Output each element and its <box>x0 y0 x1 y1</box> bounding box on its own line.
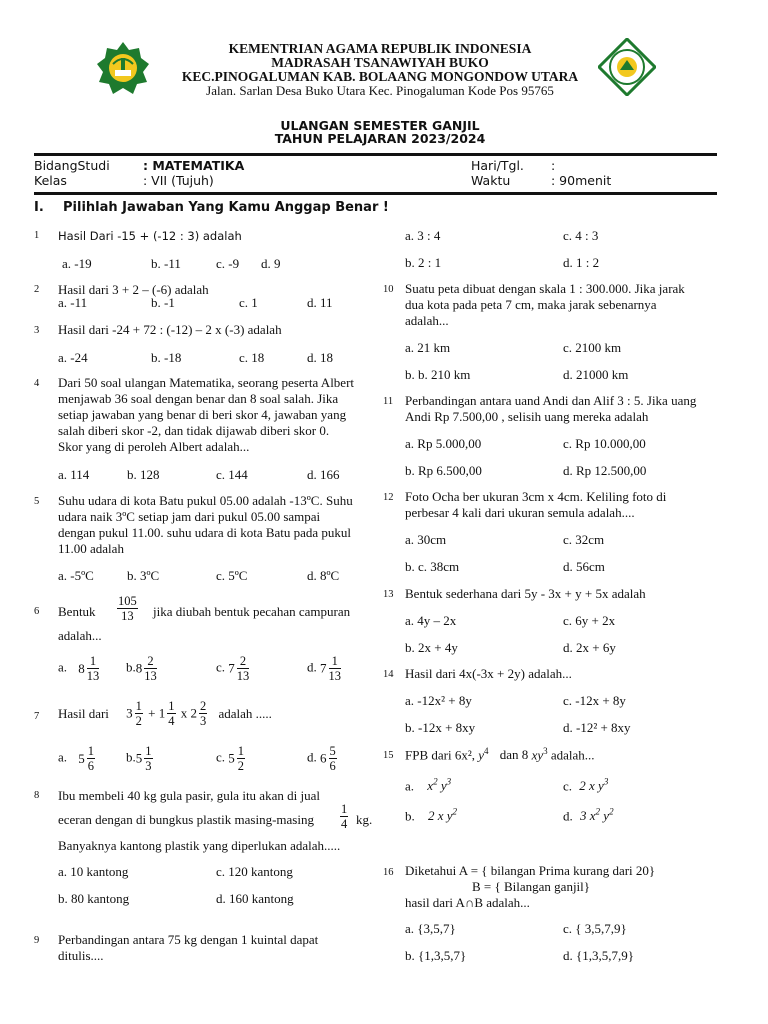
question-number: 8 <box>34 790 40 801</box>
option-d[interactable]: d. Rp 12.500,00 <box>563 463 647 478</box>
exam-year: TAHUN PELAJARAN 2023/2024 <box>274 131 486 146</box>
question-line: kg. <box>356 812 373 827</box>
option-a[interactable]: a. 114 <box>58 467 90 482</box>
time-label: Waktu <box>471 173 511 188</box>
question-line: Skor yang di peroleh Albert adalah... <box>58 439 250 454</box>
option-b[interactable]: b. 2x + 4y <box>405 640 458 655</box>
option-d[interactable]: d. 2x + 6y <box>563 640 616 655</box>
question-line: perbesar 4 kali dari ukuran semula adalah.... <box>405 505 635 520</box>
option-a[interactable]: a. -24 <box>58 350 88 365</box>
question-number: 11 <box>383 396 394 407</box>
option-a[interactable]: a. -5ºC <box>58 568 94 583</box>
question-text: Bentuk <box>58 604 96 619</box>
question-text: Bentuk sederhana dari 5y - 3x + y + 5x adalah <box>405 586 646 601</box>
option-d[interactable]: d. 11 <box>307 295 333 310</box>
question-line: eceran dengan di bungkus plastik masing-masing <box>58 812 314 827</box>
question-line: hasil dari A∩B adalah... <box>405 895 530 910</box>
option-c[interactable]: c. 2100 km <box>563 340 622 355</box>
option-a[interactable]: a. 21 km <box>405 340 451 355</box>
section-title: Pilihlah Jawaban Yang Kamu Anggap Benar ! <box>63 200 389 215</box>
question-number: 13 <box>383 589 394 600</box>
option-a[interactable]: a. 30cm <box>405 532 447 547</box>
option-d[interactable]: d. 7 $\frac{1}{13}$ <box>307 654 341 683</box>
question-line: Ibu membeli 40 kg gula pasir, gula itu akan di jual <box>58 788 320 803</box>
option-d[interactable]: d. 3 $x^2$ $y^2$ <box>563 807 614 824</box>
option-d[interactable]: d. 18 <box>307 350 333 365</box>
question-line: Suatu peta dibuat dengan skala 1 : 300.000. Jika jarak <box>405 281 685 296</box>
question-line: ditulis.... <box>58 948 104 963</box>
option-c[interactable]: c. 2 x $y^3$ <box>563 777 609 794</box>
option-b[interactable]: b. 3ºC <box>127 568 160 583</box>
option-d[interactable]: d. -12² + 8xy <box>563 720 631 735</box>
question-line: menjawab 36 soal dengan benar dan 8 soal salah. Jika <box>58 391 339 406</box>
question-number: 3 <box>34 325 40 336</box>
time-value: : 90menit <box>551 173 612 188</box>
option-b[interactable]: b. {1,3,5,7} <box>405 948 467 963</box>
option-c[interactable]: c. -9 <box>216 256 240 271</box>
option-b[interactable]: b. -12x + 8xy <box>405 720 476 735</box>
question-number: 16 <box>383 867 394 878</box>
option-c[interactable]: c. 1 <box>239 295 258 310</box>
exam-title: ULANGAN SEMESTER GANJIL <box>280 118 480 133</box>
question-number: 5 <box>34 496 40 507</box>
option-a[interactable]: a. -12x² + 8y <box>405 693 472 708</box>
question-number: 6 <box>34 606 40 617</box>
divider-top <box>34 153 717 156</box>
school-name: MADRASAH TSANAWIYAH BUKO <box>271 55 489 70</box>
option-d[interactable]: d. 9 <box>261 256 281 271</box>
option-a[interactable]: a. 8 $\frac{1}{13}$ <box>58 654 100 683</box>
question-line: Dari 50 soal ulangan Matematika, seorang peserta Albert <box>58 375 355 390</box>
subject-label: BidangStudi <box>34 158 110 173</box>
question-line: salah diberi skor -2, dan tidak dijawab diberi skor 0. <box>58 423 330 438</box>
option-c[interactable]: c. 120 kantong <box>216 864 293 879</box>
question-line: 11.00 adalah <box>58 541 124 556</box>
option-b[interactable]: b.8 $\frac{2}{13}$ <box>126 654 157 683</box>
kemenag-logo <box>95 40 151 96</box>
option-a[interactable]: a. 3 : 4 <box>405 228 441 243</box>
question-text: Hasil dari 3 + 2 – (-6) adalah <box>58 282 209 297</box>
option-c[interactable]: c. -12x + 8y <box>563 693 626 708</box>
question-line: dua kota pada peta 7 cm, maka jarak sebenarnya <box>405 297 657 312</box>
question-line: Foto Ocha ber ukuran 3cm x 4cm. Keliling foto di <box>405 489 667 504</box>
question-line: dengan pukul 11.00. suhu udara di kota Batu pada pukul <box>58 525 352 540</box>
question-line: Banyaknya kantong plastik yang diperlukan adalah..... <box>58 838 341 853</box>
day-value: : <box>551 158 556 173</box>
option-c[interactable]: c. 144 <box>216 467 248 482</box>
option-d[interactable]: d. 56cm <box>563 559 605 574</box>
option-d[interactable]: d. 1 : 2 <box>563 255 600 270</box>
question-line: Perbandingan antara uand Andi dan Alif 3 : 5. Jika uang <box>405 393 697 408</box>
option-a[interactable]: a. -19 <box>62 256 92 271</box>
question-text: Hasil dari 4x(-3x + 2y) adalah... <box>405 666 572 681</box>
class-value: : VII (Tujuh) <box>143 173 214 188</box>
question-text: Hasil Dari -15 + (-12 : 3) adalah <box>58 229 242 243</box>
option-c[interactable]: c. 7 $\frac{2}{13}$ <box>216 654 250 683</box>
question-line: adalah... <box>405 313 449 328</box>
option-a[interactable]: a. Rp 5.000,00 <box>405 436 482 451</box>
option-c[interactable]: c. Rp 10.000,00 <box>563 436 646 451</box>
option-d[interactable]: d. 21000 km <box>563 367 629 382</box>
day-label: Hari/Tgl. <box>471 158 524 173</box>
option-c[interactable]: c. { 3,5,7,9} <box>563 921 627 936</box>
question-number: 4 <box>34 378 40 389</box>
question-number: 14 <box>383 669 394 680</box>
option-b[interactable]: b. -11 <box>151 256 181 271</box>
question-text: Hasil dari 3 $\frac{1}{2}$ + 1 $\frac{1}{4}$ x 2 $\frac{2}{3}$ adalah ..... <box>58 699 272 728</box>
question-number: 2 <box>34 284 40 295</box>
option-d[interactable]: d. 8ºC <box>307 568 340 583</box>
option-b[interactable]: b. -18 <box>151 350 182 365</box>
question-line: setiap jawaban yang benar di beri skor 4, jawaban yang <box>58 407 347 422</box>
ministry-title: KEMENTRIAN AGAMA REPUBLIK INDONESIA <box>228 41 532 56</box>
option-b[interactable]: b. Rp 6.500,00 <box>405 463 482 478</box>
option-b[interactable]: b. b. 210 km <box>405 367 471 382</box>
option-d[interactable]: d. 166 <box>307 467 340 482</box>
question-number: 12 <box>383 492 394 503</box>
option-b[interactable]: b. 2 x $y^2$ <box>405 807 458 824</box>
option-d[interactable]: d. 6 $\frac{5}{6}$ <box>307 744 336 773</box>
question-text: FPB dari 6x², $y^4$ dan 8 $xy^3$ adalah... <box>405 746 595 763</box>
fraction: $\frac{105}{13}$ <box>118 594 137 623</box>
question-text: adalah... <box>58 628 102 643</box>
option-b[interactable]: b. c. 38cm <box>405 559 460 574</box>
option-a[interactable]: a. $x^2$ $y^3$ <box>405 777 452 794</box>
option-c[interactable]: c. 18 <box>239 350 265 365</box>
option-c[interactable]: c. 5 $\frac{1}{2}$ <box>216 744 245 773</box>
question-text: jika diubah bentuk pecahan campuran <box>153 604 351 619</box>
option-b[interactable]: b. 128 <box>127 467 160 482</box>
option-b[interactable]: b. -1 <box>151 295 175 310</box>
question-line: Perbandingan antara 75 kg dengan 1 kuintal dapat <box>58 932 319 947</box>
question-line: Diketahui A = { bilangan Prima kurang dari 20} <box>405 863 656 878</box>
school-address: Jalan. Sarlan Desa Buko Utara Kec. Pinogaluman Kode Pos 95765 <box>206 83 554 98</box>
class-label: Kelas <box>34 173 67 188</box>
option-c[interactable]: c. 32cm <box>563 532 605 547</box>
option-c[interactable]: c. 4 : 3 <box>563 228 599 243</box>
option-a[interactable]: a. 4y – 2x <box>405 613 457 628</box>
option-c[interactable]: c. 5ºC <box>216 568 248 583</box>
option-b[interactable]: b. 80 kantong <box>58 891 130 906</box>
question-line: B = { Bilangan ganjil} <box>472 879 591 894</box>
question-number: 9 <box>34 935 40 946</box>
section-number: I. <box>34 200 44 215</box>
option-d[interactable]: d. {1,3,5,7,9} <box>563 948 634 963</box>
question-number: 15 <box>383 750 394 761</box>
question-text: Hasil dari -24 + 72 : (-12) – 2 x (-3) adalah <box>58 322 282 337</box>
question-line: Suhu udara di kota Batu pukul 05.00 adalah -13ºC. Suhu <box>58 493 353 508</box>
option-a[interactable]: a. 5 $\frac{1}{6}$ <box>58 744 95 773</box>
district-name: KEC.PINOGALUMAN KAB. BOLAANG MONGONDOW UTARA <box>181 69 579 84</box>
divider-bottom <box>34 192 717 195</box>
question-number: 10 <box>383 284 394 295</box>
option-a[interactable]: a. -11 <box>58 295 88 310</box>
option-a[interactable]: a. 10 kantong <box>58 864 129 879</box>
option-d[interactable]: d. 160 kantong <box>216 891 294 906</box>
question-number: 7 <box>34 711 40 722</box>
question-line: udara naik 3ºC setiap jam dari pukul 05.00 sampai <box>58 509 321 524</box>
question-line: Andi Rp 7.500,00 , selisih uang mereka adalah <box>405 409 649 424</box>
option-b[interactable]: b.5 $\frac{1}{3}$ <box>126 744 152 773</box>
fraction: $\frac{1}{4}$ <box>341 802 348 831</box>
question-number: 1 <box>34 230 40 241</box>
option-b[interactable]: b. 2 : 1 <box>405 255 442 270</box>
option-a[interactable]: a. {3,5,7} <box>405 921 456 936</box>
option-c[interactable]: c. 6y + 2x <box>563 613 616 628</box>
subject-value: : MATEMATIKA <box>143 158 245 173</box>
